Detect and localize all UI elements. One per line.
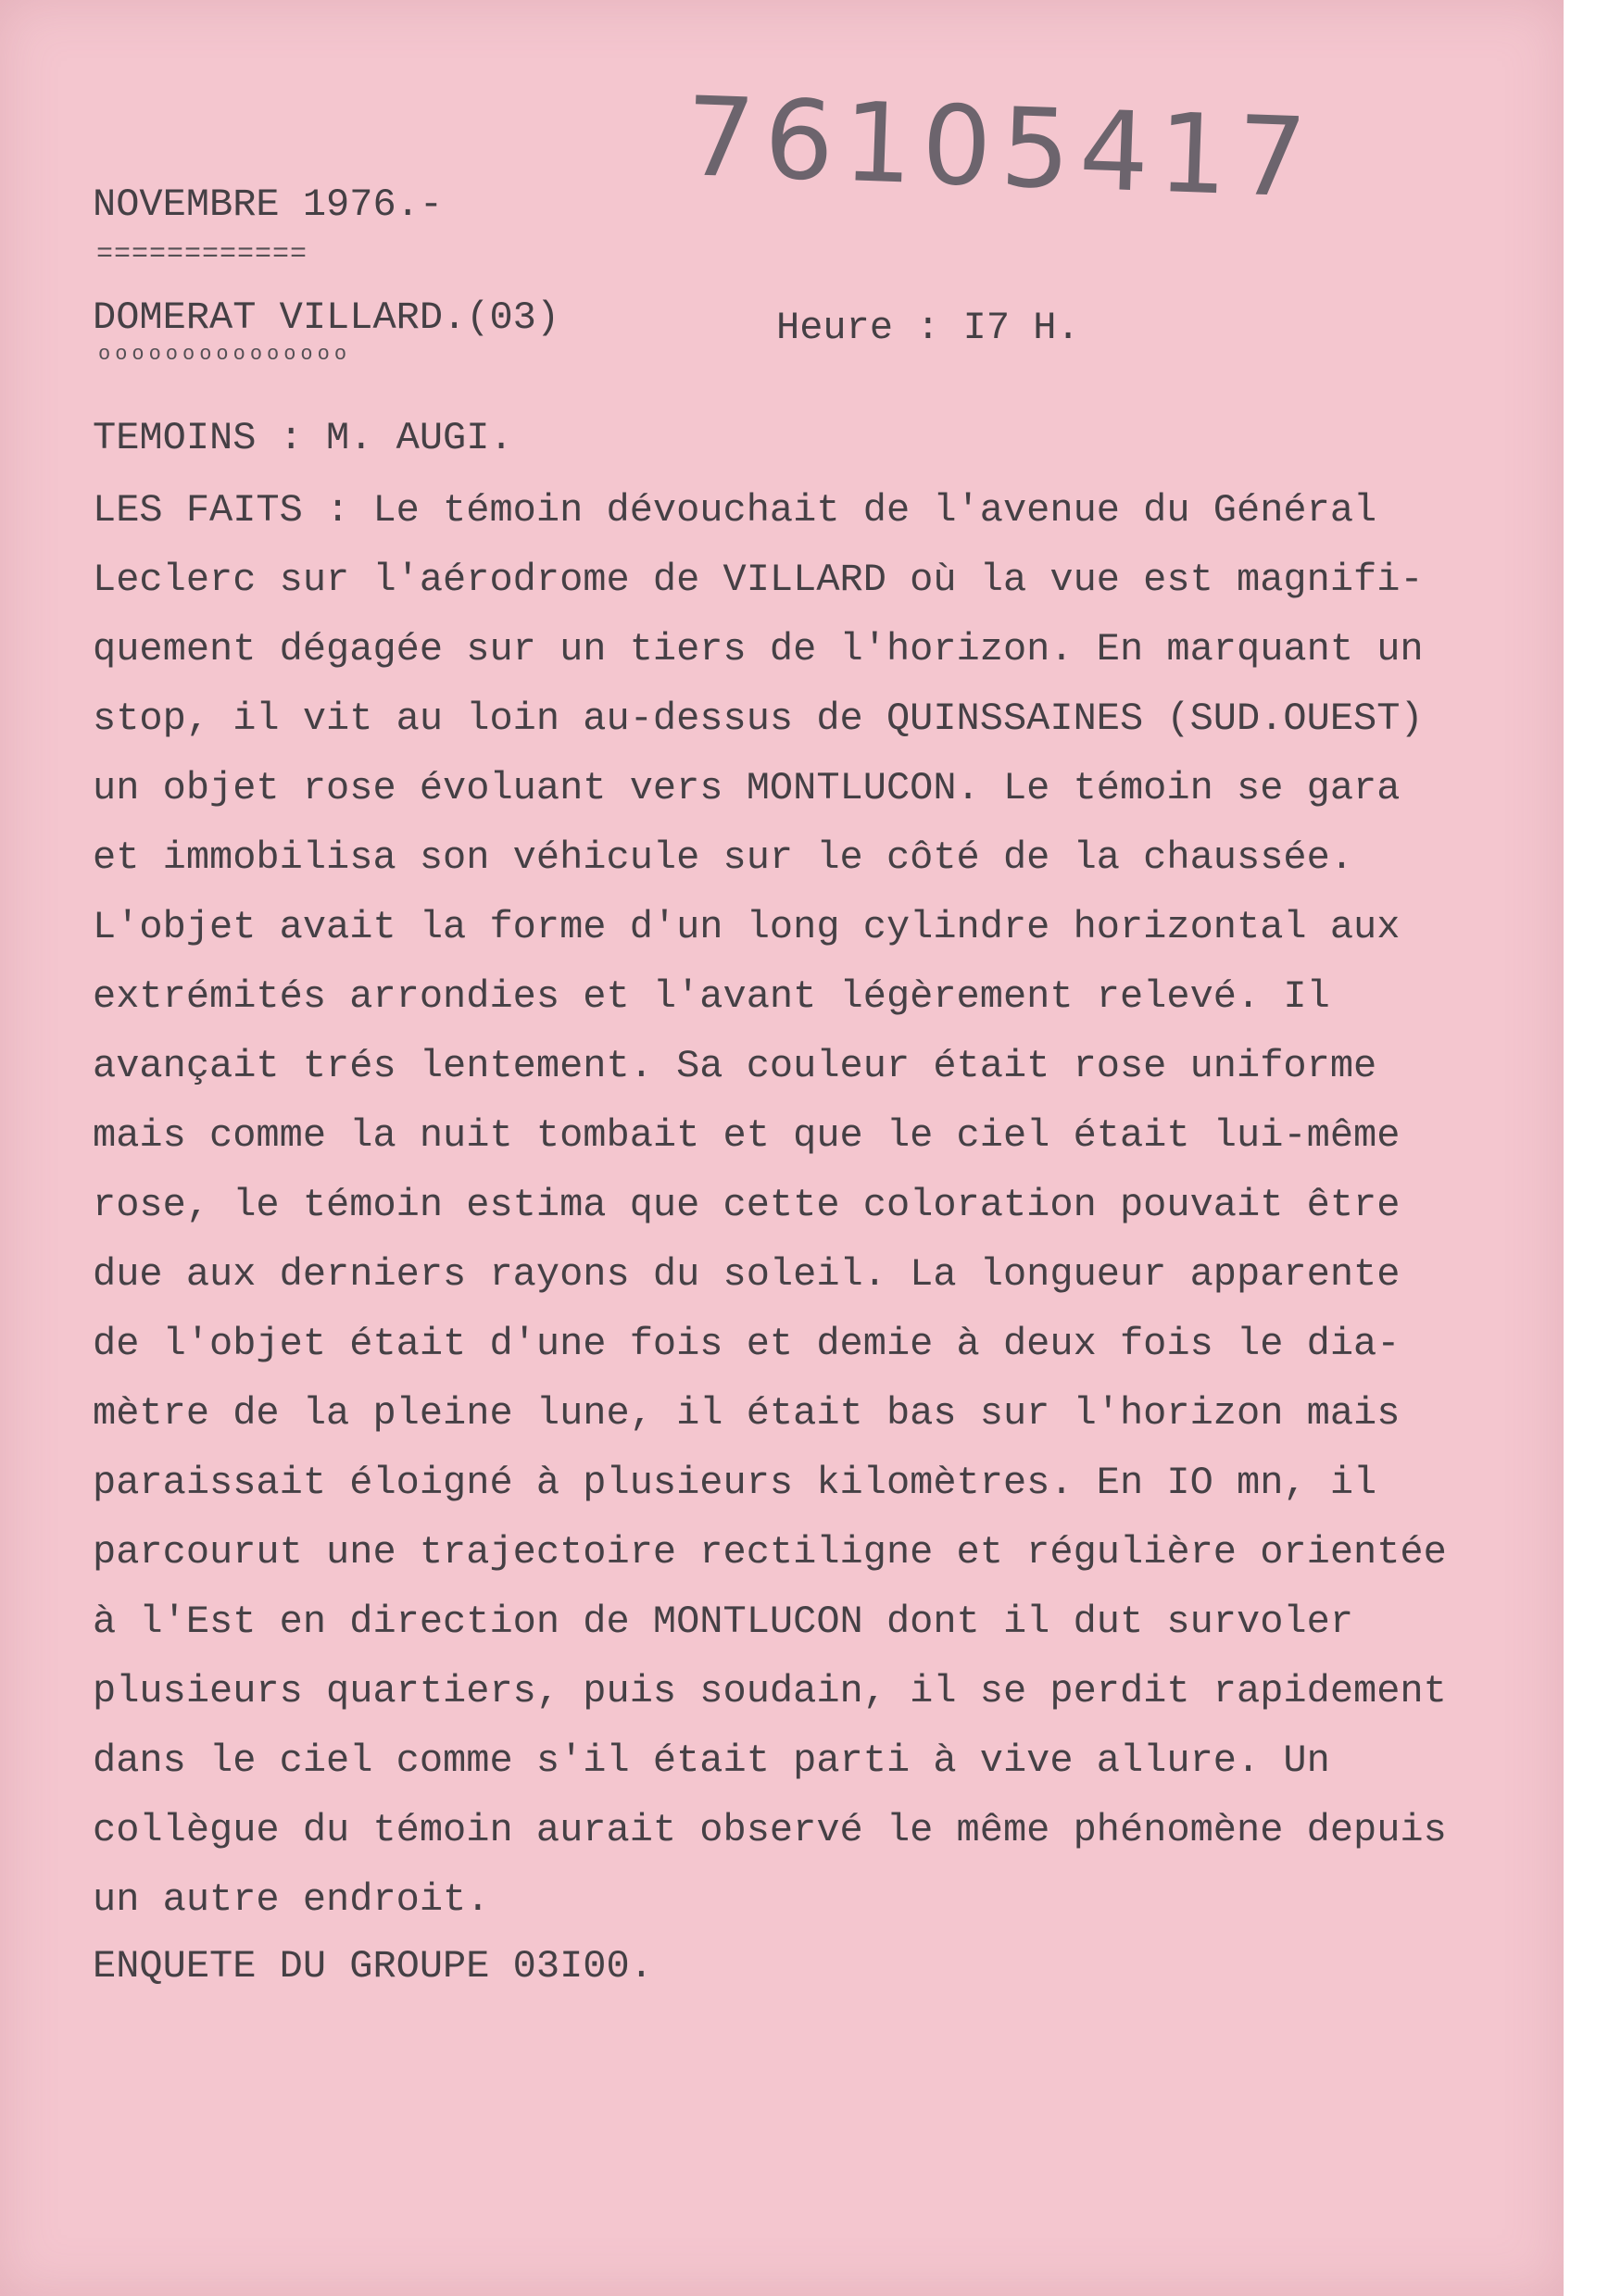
body-line: rose, le témoin estima que cette coloration pouvait être bbox=[93, 1183, 1401, 1227]
stamped-file-number: 76105417 bbox=[683, 72, 1318, 222]
location-heading: DOMERAT VILLARD.(03) bbox=[93, 295, 560, 340]
body-line: stop, il vit au loin au-dessus de QUINSSAINES (SUD.OUEST) bbox=[93, 696, 1424, 741]
body-line: à l'Est en direction de MONTLUCON dont il dut survoler bbox=[93, 1600, 1354, 1644]
date-underline: ============ bbox=[96, 239, 308, 270]
location-underline: ooooooooooooooo bbox=[98, 343, 352, 366]
time-field: Heure : I7 H. bbox=[776, 306, 1080, 350]
body-line: plusieurs quartiers, puis soudain, il se perdit rapidement bbox=[93, 1669, 1447, 1713]
body-line: un autre endroit. bbox=[93, 1877, 490, 1922]
body-line: paraissait éloigné à plusieurs kilomètres. En IO mn, il bbox=[93, 1461, 1377, 1505]
body-line: Leclerc sur l'aérodrome de VILLARD où la vue est magnifi- bbox=[93, 558, 1424, 602]
body-line: mètre de la pleine lune, il était bas sur l'horizon mais bbox=[93, 1391, 1401, 1436]
body-line: extrémités arrondies et l'avant légèrement relevé. Il bbox=[93, 974, 1330, 1019]
body-line: LES FAITS : Le témoin dévouchait de l'avenue du Général bbox=[93, 488, 1377, 533]
body-line: dans le ciel comme s'il était parti à vive allure. Un bbox=[93, 1738, 1330, 1783]
body-line: quement dégagée sur un tiers de l'horizon. En marquant un bbox=[93, 627, 1424, 671]
body-line: collègue du témoin aurait observé le même phénomène depuis bbox=[93, 1808, 1447, 1852]
body-line: et immobilisa son véhicule sur le côté de la chaussée. bbox=[93, 835, 1354, 880]
closing-line: ENQUETE DU GROUPE 03I00. bbox=[93, 1944, 653, 1989]
body-line: L'objet avait la forme d'un long cylindre horizontal aux bbox=[93, 905, 1401, 949]
body-line: due aux derniers rayons du soleil. La longueur apparente bbox=[93, 1252, 1401, 1297]
body-line: mais comme la nuit tombait et que le ciel était lui-même bbox=[93, 1113, 1401, 1158]
body-line: un objet rose évoluant vers MONTLUCON. Le témoin se gara bbox=[93, 766, 1401, 810]
date-heading: NOVEMBRE 1976.- bbox=[93, 182, 444, 227]
body-line: de l'objet était d'une fois et demie à deux fois le dia- bbox=[93, 1322, 1401, 1366]
body-line: avançait trés lentement. Sa couleur était rose uniforme bbox=[93, 1044, 1377, 1088]
witnesses-line: TEMOINS : M. AUGI. bbox=[93, 416, 513, 460]
body-line: parcourut une trajectoire rectiligne et régulière orientée bbox=[93, 1530, 1447, 1575]
